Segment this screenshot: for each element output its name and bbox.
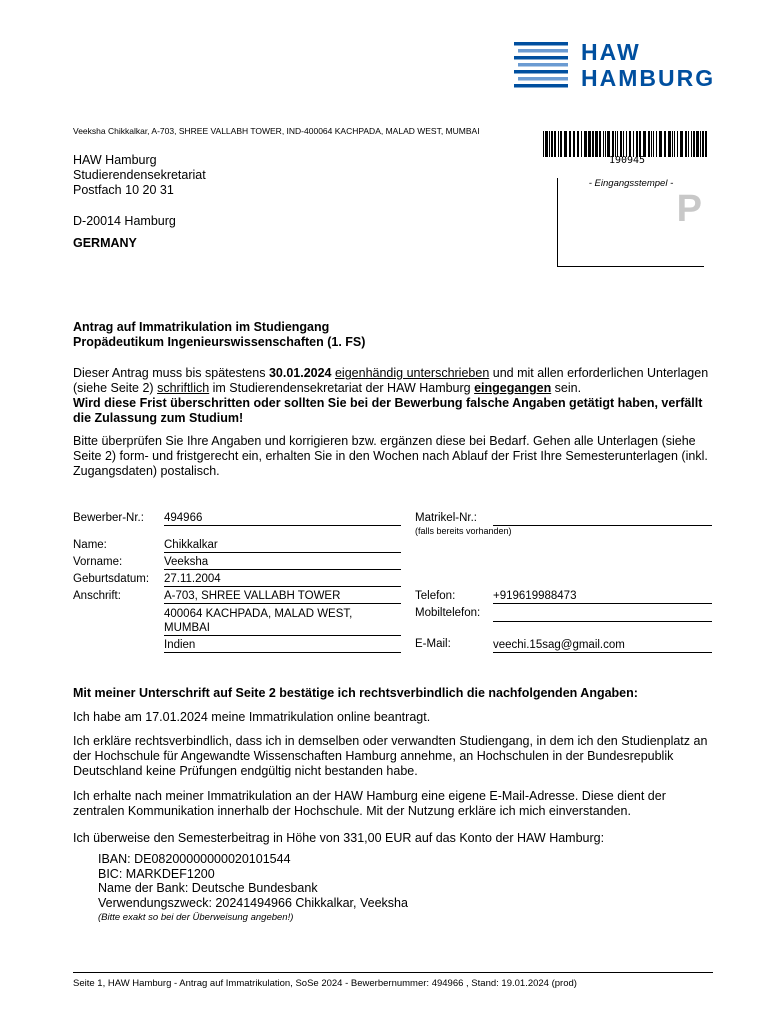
deadline-warning: Wird diese Frist überschritten oder sollten Sie bei der Bewerbung falsche Angaben getätigt haben, verfällt die Zulassung zum Studium! xyxy=(73,396,703,425)
stamp-label: - Eingangsstempel - xyxy=(588,178,674,189)
haw-hamburg-logo xyxy=(514,40,728,92)
intro-text-3: und mit allen erforderlichen Unterlagen (siehe Seite 2) xyxy=(73,366,709,395)
check-paragraph: Bitte überprüfen Sie Ihre Angaben und korrigieren bzw. ergänzen diese bei Bedarf. Gehen alle Unterlagen (siehe Seite 2) form- und fristgerecht ein, erhalten Sie in den Wochen nach Ablauf der Frist Ihre Semesterunterlagen (inkl. Zugangsdaten) postalisch. xyxy=(73,434,708,478)
email-label: E-Mail: xyxy=(415,638,451,650)
phone-label: Telefon: xyxy=(415,590,456,602)
statement-no-failed-exams: Ich erkläre rechtsverbindlich, dass ich in demselben oder verwandten Studiengang, in dem ich den Studienplatz an der Hochschule für Angewandte Wissenschaften Hamburg annehme, an Hochschulen in der Bundesrepublik Deutschland keine Prüfungen endgültig nicht bestanden habe. xyxy=(73,734,708,778)
name-value: Chikkalkar xyxy=(164,538,401,553)
applicant-no-label: Bewerber-Nr.: xyxy=(73,512,144,524)
recipient-line2: Studierendensekretariat xyxy=(73,168,206,182)
bank-iban: IBAN: DE08200000000020101544 xyxy=(98,852,291,866)
footer-divider xyxy=(73,972,713,973)
birthdate-label: Geburtsdatum: xyxy=(73,573,150,585)
recipient-line3: Postfach 10 20 31 xyxy=(73,183,174,197)
intro-paragraph xyxy=(73,366,713,426)
matrikel-value xyxy=(493,511,712,526)
mobile-label: Mobiltelefon: xyxy=(415,607,481,619)
statement-email-address: Ich erhalte nach meiner Immatrikulation an der HAW Hamburg eine eigene E-Mail-Adresse. Diese dient der zentralen Kommunikation innerhalb der Hochschule. Mit der Nutzung erkläre ich mich einverstanden. xyxy=(73,789,666,818)
statement-online-application: Ich habe am 17.01.2024 meine Immatrikulation online beantragt. xyxy=(73,710,431,724)
address-line2: 400064 KACHPADA, MALAD WEST, MUMBAI xyxy=(164,607,401,636)
logo-text-hamburg: HAMBURG xyxy=(581,65,716,91)
email-value: veechi.15sag@gmail.com xyxy=(493,638,712,653)
bank-details xyxy=(98,852,408,910)
title-line2: Propädeutikum Ingenieurswissenschaften (1. FS) xyxy=(73,335,366,349)
barcode-number: 190945 xyxy=(608,155,646,166)
sign-requirement: eigenhändig unterschrieben xyxy=(334,366,490,380)
page-footer: Seite 1, HAW Hamburg - Antrag auf Immatrikulation, SoSe 2024 - Bewerbernummer: 494966 , Stand: 19.01.2024 (prod) xyxy=(73,978,577,989)
recipient-country: GERMANY xyxy=(73,236,137,250)
firstname-label: Vorname: xyxy=(73,556,123,568)
phone-value: +919619988473 xyxy=(493,589,712,604)
address-line3: Indien xyxy=(164,638,401,653)
bank-bic: BIC: MARKDEF1200 xyxy=(98,866,215,881)
recipient-line1: HAW Hamburg xyxy=(73,153,157,167)
confirm-heading: Mit meiner Unterschrift auf Seite 2 bestätige ich rechtsverbindlich die nachfolgenden Angaben: xyxy=(73,686,638,700)
bank-note: (Bitte exakt so bei der Überweisung angeben!) xyxy=(98,912,294,923)
mobile-value xyxy=(493,621,712,622)
bank-purpose: Verwendungszweck: 20241494966 Chikkalkar, Veeksha xyxy=(98,895,408,910)
sender-line: Veeksha Chikkalkar, A-703, SHREE VALLABH TOWER, IND-400064 KACHPADA, MALAD WEST, MUMBAI xyxy=(73,126,480,136)
received-requirement: eingegangen xyxy=(474,381,552,395)
logo-text-haw: HAW xyxy=(581,39,641,65)
statement-semester-fee: Ich überweise den Semesterbeitrag in Höhe von 331,00 EUR auf das Konto der HAW Hamburg: xyxy=(73,831,605,845)
intro-text-1: Dieser Antrag muss bis spätestens xyxy=(73,366,269,380)
firstname-value: Veeksha xyxy=(164,555,401,570)
bank-name: Name der Bank: Deutsche Bundesbank xyxy=(98,881,318,895)
matrikel-note: (falls bereits vorhanden) xyxy=(415,526,512,536)
barcode-icon xyxy=(543,131,711,157)
receipt-stamp-box xyxy=(557,178,704,267)
address-label: Anschrift: xyxy=(73,590,121,602)
intro-text-4: im Studierendensekretariat der HAW Hamburg xyxy=(209,381,475,395)
recipient-city: D-20014 Hamburg xyxy=(73,214,176,228)
matrikel-label: Matrikel-Nr.: xyxy=(415,512,477,524)
name-label: Name: xyxy=(73,539,107,551)
deadline-date: 30.01.2024 xyxy=(268,366,332,380)
written-requirement: schriftlich xyxy=(157,381,210,395)
stamp-letter: P xyxy=(676,188,702,230)
applicant-no-value: 494966 xyxy=(164,511,401,526)
recipient-address xyxy=(73,153,206,198)
document-title xyxy=(73,320,365,350)
title-line1: Antrag auf Immatrikulation im Studiengang xyxy=(73,320,330,334)
intro-text-5: sein. xyxy=(551,381,582,395)
birthdate-value: 27.11.2004 xyxy=(164,572,401,587)
address-line1: A-703, SHREE VALLABH TOWER xyxy=(164,589,401,604)
